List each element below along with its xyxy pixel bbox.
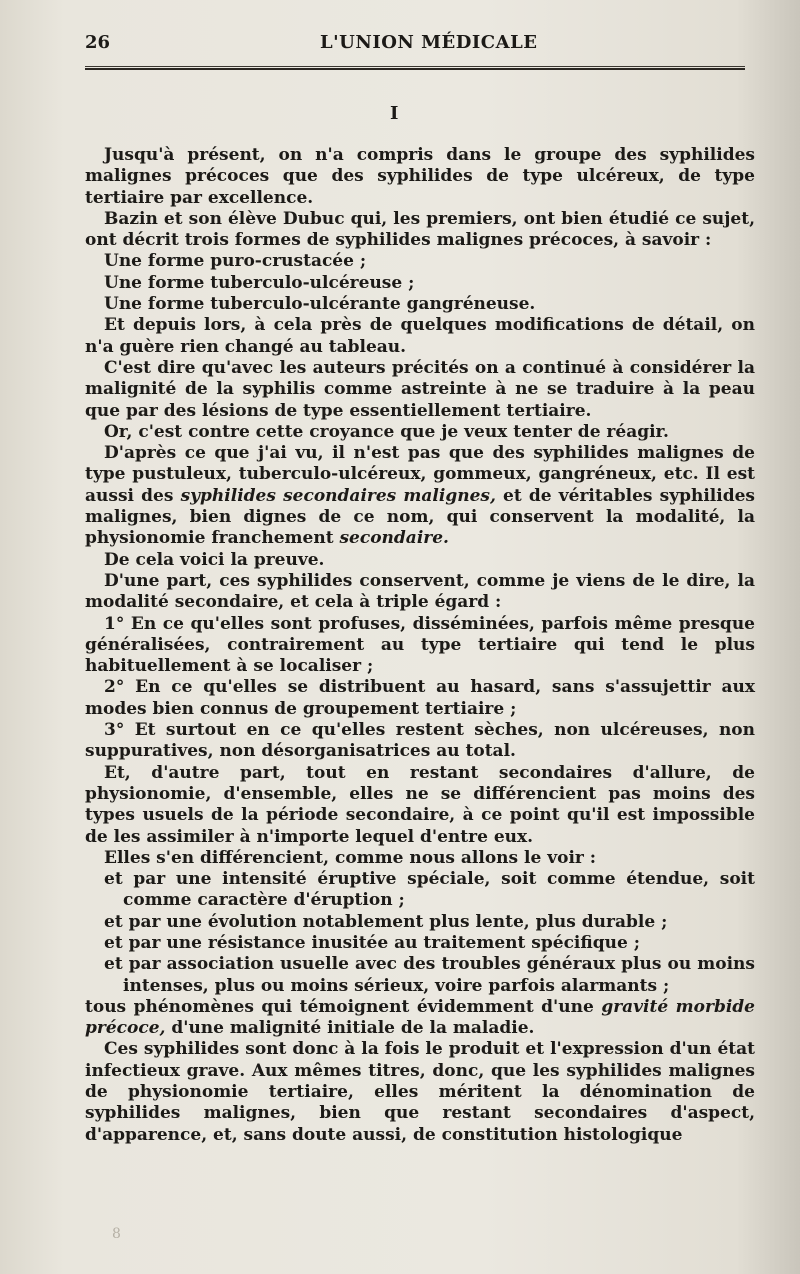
paragraph: D'une part, ces syphilides conservent, comme je viens de le dire, la modalité secondaire, et cela à triple égard : xyxy=(85,570,755,613)
list-item: Une forme tuberculo-ulcérante gangréneuse. xyxy=(104,294,536,315)
footer-mark: 8 xyxy=(112,1226,121,1242)
list-item: Une forme puro-crustacée ; xyxy=(104,251,367,272)
page-number: 26 xyxy=(85,32,111,53)
paragraph: Elles s'en différencient, comme nous allons le voir : xyxy=(104,847,597,868)
paragraph xyxy=(85,443,755,549)
paragraph: Bazin et son élève Dubuc qui, les premiers, ont bien étudié ce sujet, ont décrit trois formes de syphilides malignes précoces, à savoir : xyxy=(85,208,755,251)
text-run: et de véritables syphilides malignes, bien dignes de ce nom, qui conservent la modalité, la physionomie franchement xyxy=(85,485,755,549)
paragraph: Or, c'est contre cette croyance que je veux tenter de réagir. xyxy=(104,421,669,442)
paragraph: 2° En ce qu'elles se distribuent au hasard, sans s'assujettir aux modes bien connus de groupement tertiaire ; xyxy=(85,677,755,719)
paragraph: Et depuis lors, à cela près de quelques modifications de détail, on n'a guère rien changé au tableau. xyxy=(85,315,755,357)
list-item: et par une résistance inusitée au traitement spécifique ; xyxy=(104,932,640,953)
list-item: et par une intensité éruptive spéciale, soit comme étendue, soit comme caractère d'éruption ; xyxy=(104,869,755,911)
paragraph: 3° Et surtout en ce qu'elles restent sèches, non ulcéreuses, non suppuratives, non désorganisatrices au total. xyxy=(85,720,755,762)
text-run: D'après ce que j'ai vu, il n'est pas que des syphilides malignes de type pustuleux, tuberculo-ulcéreux, gommeux, gangréneux, etc. Il est aussi des xyxy=(85,443,755,506)
list-item: et par une évolution notablement plus lente, plus durable ; xyxy=(104,911,668,932)
text-run: tous phénomènes qui témoignent évidemment d'une xyxy=(85,996,594,1017)
article-body xyxy=(85,145,755,1146)
paragraph: Jusqu'à présent, on n'a compris dans le groupe des syphilides malignes précoces que des syphilides de type ulcéreux, de type tertiaire par excellence. xyxy=(85,145,755,208)
section-number: I xyxy=(390,103,399,124)
italic-text: syphilides secondaires malignes, xyxy=(180,485,496,506)
paragraph: 1° En ce qu'elles sont profuses, disséminées, parfois même presque généralisées, contrairement au type tertiaire qui tend le plus habituellement à se localiser ; xyxy=(85,613,755,677)
page-header xyxy=(85,30,745,60)
italic-text: secondaire. xyxy=(339,528,449,549)
header-rule xyxy=(85,66,745,67)
paragraph: Et, d'autre part, tout en restant secondaires d'allure, de physionomie, d'ensemble, elles ne se différencient pas moins des types usuels de la période secondaire, à ce point qu'il est impossible de les assimiler à n'importe lequel d'entre eux. xyxy=(85,762,755,847)
paragraph: De cela voici la preuve. xyxy=(104,549,325,570)
header-rule-thick xyxy=(85,68,745,70)
paragraph: Ces syphilides sont donc à la fois le produit et l'expression d'un état infectieux grave. Aux mêmes titres, donc, que les syphilides malignes de physionomie tertiaire, elles méritent la dénomination de syphilides malignes, bien que restant secondaires d'aspect, d'apparence, et, sans doute aussi, de constitution histologique xyxy=(85,1039,755,1145)
list-item: et par association usuelle avec des troubles généraux plus ou moins intenses, plus ou moins sérieux, voire parfois alarmants ; xyxy=(104,954,755,996)
running-title: L'UNION MÉDICALE xyxy=(320,32,538,53)
list-item: Une forme tuberculo-ulcéreuse ; xyxy=(104,272,415,293)
italic-text: gravité morbide précoce, xyxy=(85,996,755,1039)
paragraph xyxy=(85,997,755,1040)
text-run: d'une malignité initiale de la maladie. xyxy=(165,1018,535,1039)
paragraph: C'est dire qu'avec les auteurs précités on a continué à considérer la malignité de la syphilis comme astreinte à ne se traduire à la peau que par des lésions de type essentiellement tertiaire. xyxy=(85,357,755,421)
